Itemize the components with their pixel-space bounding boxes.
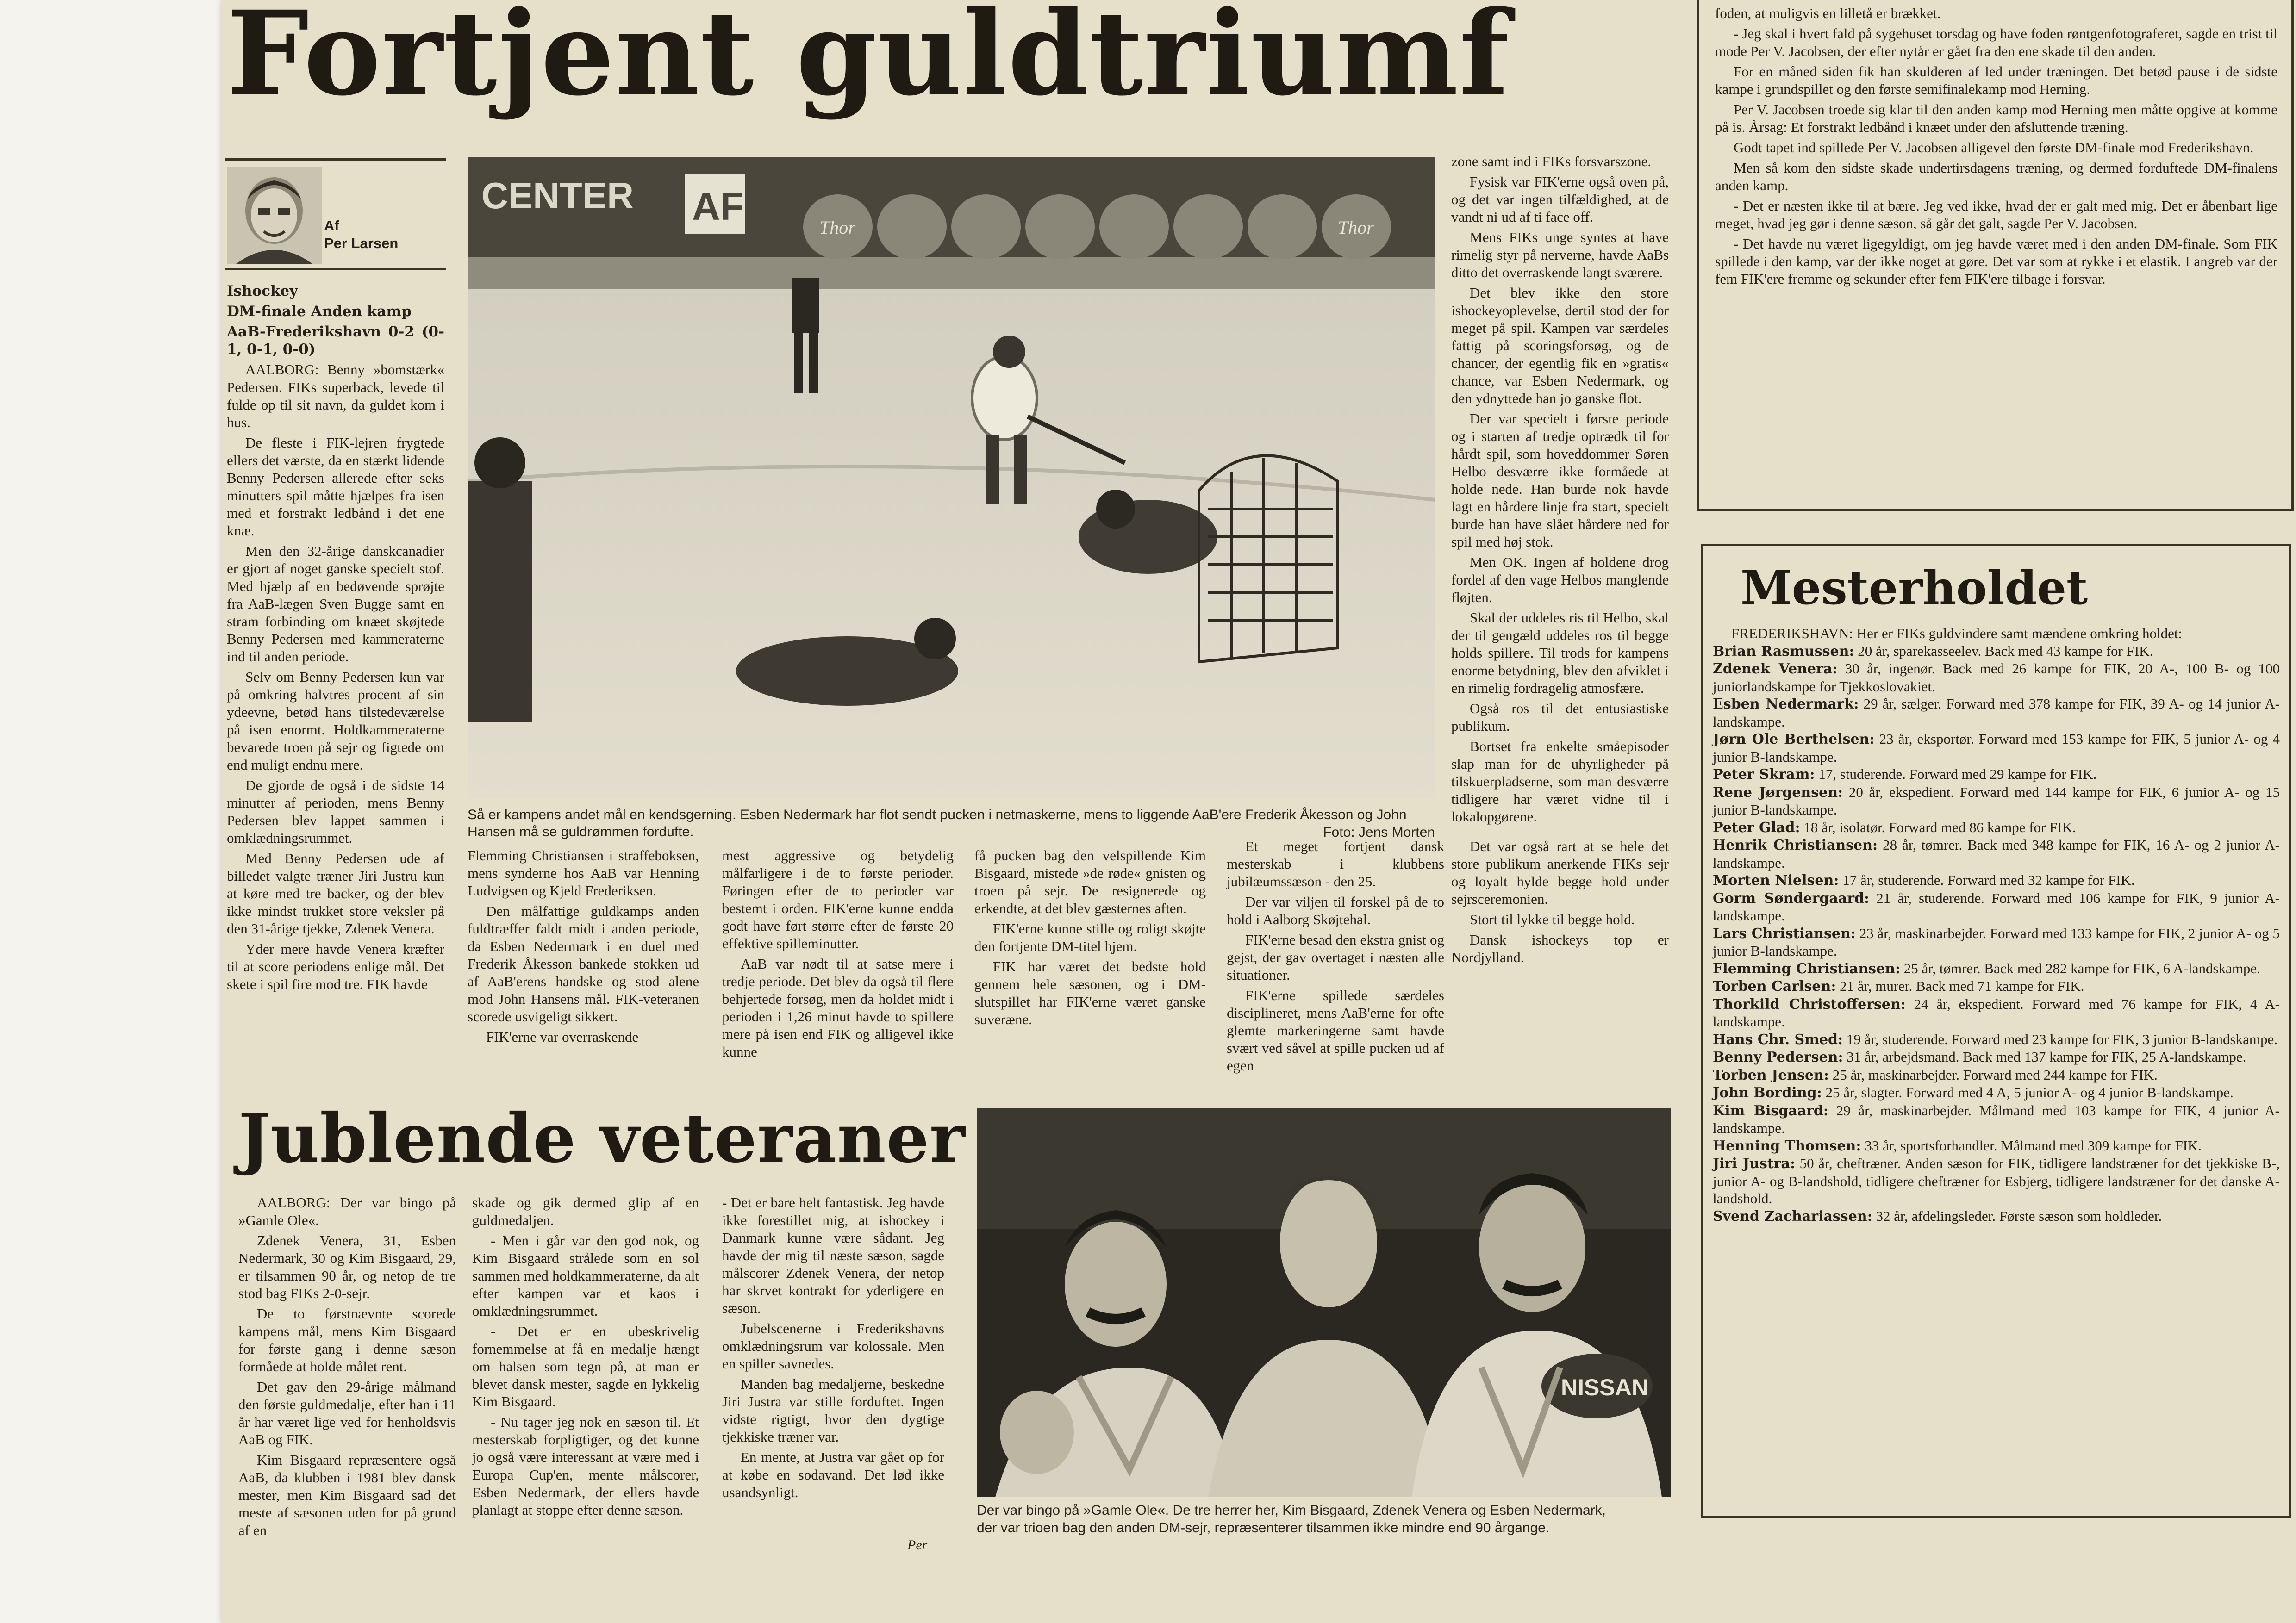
- ad-logo-text: Thor: [1338, 217, 1374, 238]
- story-paragraph: - Nu tager jeg nok en sæson til. Et mesterskab forpligtiger, og det kunne jo også være interessant at være med i Europa Cup'en, mente målscorer, Esben Nedermark, der ellers havde planlagt at stoppe efter denne sæson.: [472, 1414, 699, 1518]
- story-paragraph: - Det er en ubeskrivelig fornemmelse at få en medalje hængt om halsen som tegn på, at man er blevet dansk mester, sagde en lykkelig Kim Bisgaard.: [472, 1323, 699, 1410]
- story-paragraph: Zdenek Venera, 31, Esben Nedermark, 30 og Kim Bisgaard, 29, er tilsammen 90 år, og netop de tre stod bag FIKs 2-0-sejr.: [238, 1232, 456, 1301]
- main-story-column-7: [1451, 838, 1669, 1064]
- story-kicker: DM-finale Anden kamp: [227, 303, 412, 320]
- story-paragraph: De gjorde de også i de sidste 14 minutter af perioden, mens Benny Pedersen blev lappet sammen i omklædningsrummet.: [227, 777, 444, 846]
- roster-item: Henning Thomsen: 33 år, sportsforhandler. Målmand med 309 kampe for FIK.: [1713, 1137, 2202, 1154]
- veterans-headline: Jublende veteraner: [238, 1099, 966, 1178]
- story-paragraph: AaB var nødt til at satse mere i tredje periode. Det blev da også til flere behjertede forsøg, men da holdet midt i perioden i 1,26 minut havde to spillere mere på isen end FIK og alligevel ikke kunne: [722, 956, 954, 1060]
- story-paragraph: - Det er næsten ikke til at bære. Jeg ved ikke, hvad der er galt med mig. Det er åbenbart lige meget, hvad jeg gør i denne sæson, så går det galt, sagde Per V. Jacobsen.: [1715, 198, 2277, 231]
- roster-item: Rene Jørgensen: 20 år, ekspedient. Forward med 144 kampe for FIK, 6 junior A- og 15 junior B-landskampe.: [1713, 784, 2280, 818]
- story-paragraph: AALBORG: Der var bingo på »Gamle Ole«.: [238, 1194, 456, 1228]
- story-paragraph: - Men i går var den god nok, og Kim Bisgaard strålede som en sol sammen med holdkammeraterne, da alt efter kampen var et kaos i omklædningsrummet.: [472, 1232, 699, 1319]
- roster-item: Torben Carlsen: 21 år, murer. Back med 71 kampe for FIK.: [1713, 978, 2084, 995]
- roster-item: Peter Glad: 18 år, isolatør. Forward med 86 kampe for FIK.: [1713, 819, 2076, 836]
- story-paragraph: Der var specielt i første periode og i starten af tredje optrædk til for hårdt spil, som hoveddommer Søren Helbo desværre ikke formåede at holde nede. Han burde nok havde lagt en hårdere linje fra start, specielt burde han have slået hårdere ned for spil med høj stok.: [1451, 410, 1669, 550]
- story-paragraph: Den målfattige guldkamps anden fuldtræffer faldt midt i anden periode, da Esben Nedermark i en duel med Frederik Åkesson bankede stokken ud af AaB'erens handske og stod alene mod John Hansens mål. FIK-veteranen scorede usvigeligt sikkert.: [468, 903, 699, 1025]
- related-story-text: [1715, 5, 2277, 500]
- roster-item: Hans Chr. Smed: 19 år, studerende. Forward med 23 kampe for FIK, 3 junior B-landskampe.: [1713, 1031, 2277, 1048]
- byline-rule: [225, 158, 446, 161]
- story-paragraph: zone samt ind i FIKs forsvarszone.: [1451, 153, 1652, 169]
- story-paragraph: - Jeg skal i hvert fald på sygehuset torsdag og have foden røntgenfotograferet, sagde en trist til mode Per V. Jacobsen, der efter nytår er gået fra den ene skade til den anden.: [1715, 25, 2277, 59]
- jersey-sponsor-text: NISSAN: [1561, 1374, 1648, 1400]
- story-paragraph: Men OK. Ingen af holdene drog fordel af den vage Helbos manglende fløjten.: [1451, 554, 1669, 605]
- main-headline: Fortjent guldtriumf: [227, 0, 1510, 121]
- roster-item: Jørn Ole Berthelsen: 23 år, eksportør. Forward med 153 kampe for FIK, 5 junior A- og 4 junior B-landskampe.: [1713, 731, 2280, 765]
- veterans-photo-caption-line-1: Der var bingo på »Gamle Ole«. De tre herrer her, Kim Bisgaard, Zdenek Venera og Esben Nedermark,: [977, 1503, 1606, 1518]
- story-paragraph: De fleste i FIK-lejren frygtede ellers det værste, da en stærkt lidende Benny Pedersen allerede efter seks minutters spil måtte hjælpes fra isen med et forstrakt ledbånd i det ene knæ.: [227, 435, 444, 539]
- story-paragraph: Mens FIKs unge syntes at have rimelig styr på nerverne, havde AaBs ditto det overraskende langt sværere.: [1451, 229, 1669, 280]
- story-paragraph: foden, at muligvis en lilletå er brækket.: [1715, 5, 1941, 21]
- story-paragraph: Bortset fra enkelte småepisoder slap man for de uhyrligheder på tilskuerpladserne, som man desværre tidligere har været vidne til i lokalopgørene.: [1451, 738, 1669, 825]
- story-paragraph: Selv om Benny Pedersen kun var på omkring halvtres procent af sin ydeevne, betød hans tilstedeværelse på isen enormt. Holdkammeraterne bevarede troen på sejr og figtede om end muligt endnu mere.: [227, 669, 444, 773]
- veterans-photo-caption-line-2: der var trioen bag den anden DM-sejr, repræsenterer tilsammen ikke mindre end 90 årgange.: [977, 1520, 1550, 1536]
- roster-item: Torben Jensen: 25 år, maskinarbejder. Forward med 244 kampe for FIK.: [1713, 1066, 2158, 1083]
- main-story-column-1: [227, 282, 444, 1055]
- story-paragraph: - Det havde nu været ligegyldigt, om jeg havde været med i den anden DM-finale. Som FIK spillede i den kamp, var der ikke noget at gøre. Det var som at rykke i et elastik. I angreb var der fem FIK'ere fremme og sekunder efter fem FIK'ere tilbage i forsvar.: [1715, 236, 2277, 287]
- arena-sign-center: CENTER: [481, 175, 634, 216]
- story-paragraph: Skal der uddeles ris til Helbo, skal der til gengæld uddeles ros til begge holds spillere. Til trods for kampens enorme betydning, blev den afviklet i en rimelig fordragelig atmosfære.: [1451, 609, 1669, 696]
- story-paragraph: En mente, at Justra var gået op for at købe en sodavand. Det lød ikke usandsynligt.: [722, 1449, 944, 1500]
- story-paragraph: Med Benny Pedersen ude af billedet valgte træner Jiri Justru kun at køre med tre backer, og der blev ikke mindst trukket store veksler på den 31-årige tjekke, Zdenek Venera.: [227, 850, 444, 937]
- byline-rule-bottom: [225, 268, 446, 270]
- hockey-action-photo: [468, 157, 1435, 798]
- story-paragraph: FIK har været det bedste hold gennem hele sæsonen, og i DM-slutspillet har FIK'erne været ganske suveræne.: [974, 958, 1206, 1027]
- story-paragraph: De to førstnævnte scorede kampens mål, mens Kim Bisgaard for første gang i denne sæson formåede at holde målet rent.: [238, 1306, 456, 1374]
- roster-item: Morten Nielsen: 17 år, studerende. Forward med 32 kampe for FIK.: [1713, 872, 2135, 889]
- story-paragraph: - Det er bare helt fantastisk. Jeg havde ikke forestillet mig, at ishockey i Danmark kunne være sådant. Jeg havde der mig til næste sæson, sagde målscorer Zdenek Venera, der netop har skrvet kontrakt for yderligere en sæson.: [722, 1194, 944, 1316]
- story-paragraph: Flemming Christiansen i straffeboksen, mens synderne hos AaB var Henning Ludvigsen og Kjeld Frederiksen.: [468, 847, 699, 899]
- story-paragraph: AALBORG: Benny »bomstærk« Pedersen. FIKs superback, levede til fulde op til sit navn, da guldet kom i hus.: [227, 361, 444, 430]
- roster-item: Jiri Justra: 50 år, cheftræner. Anden sæson for FIK, tidligere landstræner for det tjekkiske B-, junior A- og B-landshold, tidligere cheftræner for Esbjerg, tidligere landstræner for det danske A-landshold.: [1713, 1155, 2280, 1206]
- roster-item: Peter Skram: 17, studerende. Forward med 29 kampe for FIK.: [1713, 766, 2097, 783]
- byline-prefix: Af: [324, 218, 339, 234]
- story-paragraph: Manden bag medaljerne, beskedne Jiri Justra var stille forduftet. Ingen vidste rigtigt, hvor den dygtige tjekkiske træner var.: [722, 1376, 944, 1445]
- story-paragraph: Fysisk var FIK'erne også oven på, og det var ingen tilfældighed, at de vandt ni ud af ti face off.: [1451, 174, 1669, 225]
- roster-item: Svend Zachariassen: 32 år, afdelingsleder. Første sæson som holdleder.: [1713, 1207, 2162, 1225]
- main-story-column-5: [1451, 153, 1669, 833]
- main-story-column-4: [974, 847, 1206, 1064]
- story-paragraph: Dansk ishockeys top er Nordjylland.: [1451, 932, 1669, 965]
- main-photo-caption: Så er kampens andet mål en kendsgerning. Esben Nedermark har flot sendt pucken i netmaskerne, mens to liggende AaB'ere Frederik Åkesson og John Hansen må se guldrømmen forduftе.: [468, 807, 1407, 839]
- story-paragraph: Kim Bisgaard repræsentere også AaB, da klubben i 1981 blev dansk mester, men Kim Bisgaard sad det meste af sæsonen uden for på grund af en: [238, 1452, 456, 1538]
- story-kicker: AaB-Frederikshavn 0-2 (0-1, 0-1, 0-0): [227, 323, 444, 358]
- roster-title: Mesterholdet: [1741, 560, 2088, 615]
- story-paragraph: FIK'erne kunne stille og roligt skøjte den fortjente DM-titel hjem.: [974, 920, 1206, 954]
- roster-item: Benny Pedersen: 31 år, arbejdsmand. Back med 137 kampe for FIK, 25 A-landskampe.: [1713, 1049, 2246, 1065]
- story-signoff: Per: [907, 1537, 928, 1553]
- veterans-celebration-photo: [977, 1108, 1671, 1497]
- story-paragraph: Men så kom den sidste skade undertirsdagens træning, og dermed forduftede DM-finalens anden kamp.: [1715, 160, 2277, 193]
- story-paragraph: FIK'erne spillede særdeles disciplineret, mens AaB'erne for ofte glemte markeringerne samt havde svært ved såvel at spille pucken ud af egen: [1227, 987, 1444, 1074]
- story-paragraph: Jubelscenerne i Frederikshavns omklædningsrum var kolossale. Men en spiller savnedes.: [722, 1320, 944, 1372]
- story-paragraph: Et meget fortjent dansk mesterskab i klubbens jubilæumssæson - den 25.: [1227, 838, 1444, 889]
- story-paragraph: Per V. Jacobsen troede sig klar til den anden kamp mod Herning men måtte opgive at komme på is. Årsag: Et forstrakt ledbånd i knæet under den afsluttende træning.: [1715, 101, 2277, 135]
- veterans-column-1: [238, 1194, 456, 1560]
- story-paragraph: Det gav den 29-årige målmand den første guldmedalje, efter han i 11 år har været lige ved for henholdsvis AaB og FIK.: [238, 1379, 456, 1448]
- story-paragraph: Godt tapet ind spillede Per V. Jacobsen alligevel den første DM-finale mod Frederikshavn.: [1734, 139, 2254, 155]
- story-paragraph: For en måned siden fik han skulderen af led under træningen. Det betød pause i de sidste kampe i grundspillet og den første semifinalekamp mod Herning.: [1715, 63, 2277, 97]
- roster-item: Thorkild Christoffersen: 24 år, ekspedient. Forward med 76 kampe for FIK, 4 A-landskampe.: [1713, 995, 2280, 1030]
- main-story-column-3: [722, 847, 954, 1064]
- veterans-column-3: [722, 1194, 944, 1546]
- story-paragraph: mest aggressive og betydelig målfarligere i de to første perioder. Føringen efter de to perioder var bestemt i orden. FIK'erne kunne endda godt have ført større efter de første 20 effektive spilleminutter.: [722, 847, 954, 951]
- story-paragraph: Men den 32-årige danskcanadier er gjort af noget ganske specielt stof. Med hjælp af en bedøvende sprøjte fra AaB-lægen Sven Bugge samt en stram forbinding om knæet skøjtede Benny Pedersen med kammeraterne ind til anden periode.: [227, 543, 444, 665]
- byline-name: Per Larsen: [324, 235, 399, 251]
- story-paragraph: få pucken bag den velspillende Kim Bisgaard, mistede »de røde« gnisten og troen på sejr. De resignerede og erkendte, at det blev gæsternes aften.: [974, 847, 1206, 916]
- story-paragraph: skade og gik dermed glip af en guldmedaljen.: [472, 1194, 699, 1228]
- main-story-column-2: [468, 847, 699, 1064]
- story-kicker: Ishockey: [227, 283, 298, 299]
- roster-item: Henrik Christiansen: 28 år, tømrer. Back med 348 kampe for FIK, 16 A- og 2 junior A-landskampe.: [1713, 837, 2280, 871]
- veterans-column-2: [472, 1194, 699, 1560]
- story-paragraph: FIK'erne var overraskende: [486, 1029, 639, 1045]
- roster-item: Flemming Christiansen: 25 år, tømrer. Back med 282 kampe for FIK, 6 A-landskampe.: [1713, 960, 2260, 977]
- story-paragraph: Yder mere havde Venera kræfter til at score periodens enlige mål. Det skete i spil fire mod tre. FIK havde: [227, 941, 444, 992]
- roster-item: Kim Bisgaard: 29 år, maskinarbejder. Målmand med 103 kampe for FIK, 4 junior A-landskampe.: [1713, 1102, 2280, 1136]
- main-photo-credit: Foto: Jens Morten: [1323, 825, 1435, 840]
- main-story-column-6: [1227, 838, 1444, 1074]
- roster-item: Zdenek Venera: 30 år, ingenør. Back med 26 kampe for FIK, 20 A-, 100 B- og 100 juniorlandskampe for Tjekkoslovakiet.: [1713, 660, 2280, 695]
- story-paragraph: Også ros til det entusiastiske publikum.: [1451, 700, 1669, 734]
- story-paragraph: Det var også rart at se hele det store publikum anerkende FIKs sejr og loyalt hylde begge hold under sejrsceremonien.: [1451, 838, 1669, 907]
- story-paragraph: Stort til lykke til begge hold.: [1470, 911, 1635, 927]
- roster-item: Lars Christiansen: 23 år, maskinarbejder. Forward med 133 kampe for FIK, 2 junior A- og 5 junior B-landskampe.: [1713, 925, 2280, 959]
- roster-list: [1713, 625, 2280, 1509]
- roster-intro: FREDERIKSHAVN: Her er FIKs guldvindere samt mændene omkring holdet:: [1731, 625, 2183, 641]
- ad-logo-text: Thor: [819, 217, 855, 238]
- roster-item: Brian Rasmussen: 20 år, sparekasseelev. Back med 43 kampe for FIK.: [1713, 642, 2153, 659]
- arena-sign-af: AF: [692, 185, 744, 228]
- roster-item: Esben Nedermark: 29 år, sælger. Forward med 378 kampe for FIK, 39 A- og 14 junior A-landskampe.: [1713, 696, 2280, 730]
- story-paragraph: Der var viljen til forskel på de to hold i Aalborg Skøjtehal.: [1227, 894, 1444, 927]
- roster-item: Gorm Søndergaard: 21 år, studerende. Forward med 106 kampe for FIK, 9 junior A-landskampe.: [1713, 889, 2280, 924]
- story-paragraph: Det blev ikke den store ishockeyoplevelse, dertil stod der for meget på spil. Kampen var særdeles fattig på scoringsforsøg, og de chancer, der egentlig fik en »gratis« chance, var Esben Nedermark, og den ydnyttede han jo ganske flot.: [1451, 285, 1669, 406]
- author-photo: [227, 167, 322, 264]
- story-paragraph: FIK'erne besad den ekstra gnist og gejst, der gav overtaget i næsten alle situationer.: [1227, 932, 1444, 983]
- roster-item: John Bording: 25 år, slagter. Forward med 4 A, 5 junior A- og 4 junior B-landskampe.: [1713, 1084, 2234, 1101]
